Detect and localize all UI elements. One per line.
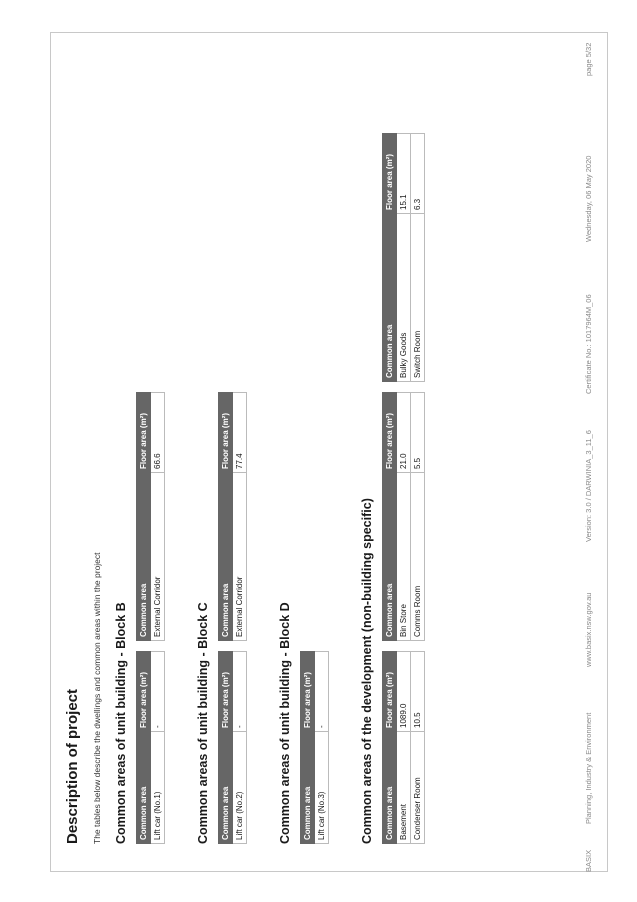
cell-floor: 6.3 — [411, 134, 425, 214]
cell-floor: 15.1 — [397, 134, 411, 214]
header-floor-area: Floor area (m²) — [301, 652, 315, 732]
table-row — [315, 652, 329, 844]
cell-area: Lift car (No.1) — [151, 732, 165, 844]
cell-floor: 10.5 — [411, 652, 425, 732]
header-floor-area: Floor area (m²) — [383, 134, 397, 214]
header-floor-area: Floor area (m²) — [383, 393, 397, 473]
footer-version: Version: 3.0 / DARWINIA_3_11_6 — [584, 430, 593, 542]
section-title: Common areas of unit building - Block D — [278, 602, 292, 844]
intro-text: The tables below describe the dwellings and common areas within the project — [92, 552, 102, 844]
header-common-area: Common area — [137, 732, 151, 844]
cell-floor: - — [315, 652, 329, 732]
block-c-table-2 — [218, 392, 247, 641]
header-common-area: Common area — [383, 214, 397, 382]
block-c-table-1 — [218, 651, 247, 844]
header-common-area: Common area — [137, 473, 151, 641]
section-title: Common areas of the development (non-building specific) — [360, 498, 374, 844]
header-common-area: Common area — [301, 732, 315, 844]
development-table-1 — [382, 651, 425, 844]
header-common-area: Common area — [219, 732, 233, 844]
footer-website: www.basix.nsw.gov.au — [584, 592, 593, 667]
block-b-table-1 — [136, 651, 165, 844]
header-common-area: Common area — [383, 473, 397, 641]
table-row — [411, 134, 425, 382]
header-floor-area: Floor area (m²) — [219, 652, 233, 732]
table-row — [397, 393, 411, 641]
footer-page-number: page 5/32 — [584, 42, 593, 76]
cell-area: Comms Room — [411, 473, 425, 641]
cell-floor: - — [151, 652, 165, 732]
cell-area: Bulky Goods — [397, 214, 411, 382]
header-floor-area: Floor area (m²) — [383, 652, 397, 732]
table-row — [397, 134, 411, 382]
header-common-area: Common area — [219, 473, 233, 641]
table-row — [411, 393, 425, 641]
table-row — [233, 652, 247, 844]
footer-basix: BASIX — [584, 849, 593, 872]
section-block-d — [278, 602, 329, 844]
table-row — [233, 393, 247, 641]
cell-floor: 66.6 — [151, 393, 165, 473]
header-floor-area: Floor area (m²) — [137, 393, 151, 473]
development-table-2 — [382, 392, 425, 641]
header-floor-area: Floor area (m²) — [219, 393, 233, 473]
header-floor-area: Floor area (m²) — [137, 652, 151, 732]
cell-floor: 5.5 — [411, 393, 425, 473]
table-row — [151, 393, 165, 641]
footer-certificate: Certificate No.: 1017964M_06 — [584, 294, 593, 394]
block-d-table-1 — [300, 651, 329, 844]
footer-department: Planning, Industry & Environment — [584, 712, 593, 824]
footer-date: Wednesday, 06 May 2020 — [584, 155, 593, 242]
development-table-3 — [382, 133, 425, 382]
section-block-c — [196, 392, 247, 844]
cell-area: External Corridor — [233, 473, 247, 641]
table-row — [397, 652, 411, 844]
rotated-page — [50, 32, 608, 872]
cell-area: Lift car (No.3) — [315, 732, 329, 844]
header-common-area: Common area — [383, 732, 397, 844]
cell-floor: 77.4 — [233, 393, 247, 473]
section-title: Common areas of unit building - Block B — [114, 602, 128, 844]
cell-floor: 21.0 — [397, 393, 411, 473]
cell-area: Bin Store — [397, 473, 411, 641]
cell-area: Basement — [397, 732, 411, 844]
cell-area: Condenser Room — [411, 732, 425, 844]
cell-area: Lift car (No.2) — [233, 732, 247, 844]
cell-floor: - — [233, 652, 247, 732]
page-title: Description of project — [64, 688, 81, 844]
cell-floor: 1089.0 — [397, 652, 411, 732]
section-development — [360, 133, 425, 844]
table-row — [411, 652, 425, 844]
cell-area: External Corridor — [151, 473, 165, 641]
table-row — [151, 652, 165, 844]
section-title: Common areas of unit building - Block C — [196, 602, 210, 844]
block-b-table-2 — [136, 392, 165, 641]
cell-area: Switch Room — [411, 214, 425, 382]
section-block-b — [114, 392, 165, 844]
